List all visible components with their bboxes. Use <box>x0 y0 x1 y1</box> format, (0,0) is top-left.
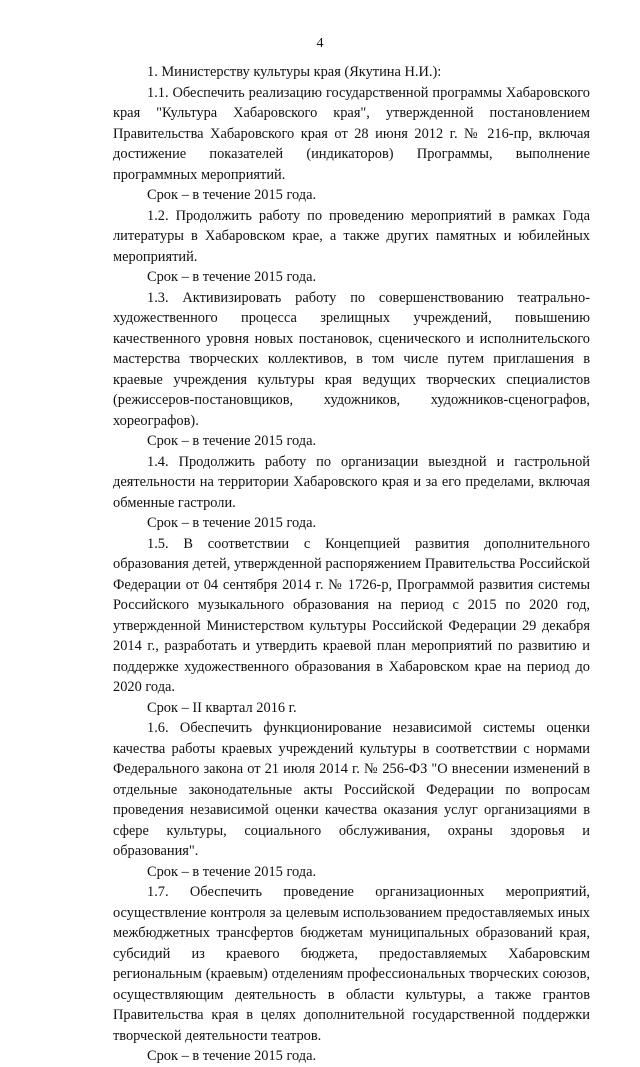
item-1-3-deadline: Срок – в течение 2015 года. <box>147 433 317 449</box>
item-1-2-text: 1.2. Продолжить работу по проведению мероприятий в рамках Года литературы в Хабаровском крае, а также других памятных и юбилейных мероприятий. <box>113 207 590 265</box>
item-1-5-deadline: Срок – II квартал 2016 г. <box>147 699 297 716</box>
page-number: 4 <box>316 36 324 51</box>
document-body <box>113 62 590 1067</box>
item-1-5-text: 1.5. В соответствии с Концепцией развития дополнительного образования детей, утвержденной распоряжением Правительства Российской Федерации от 04 сентября 2014 г. № 1726-р, Программой развития системы Российского музыкального образования на период с 2015 по 2020 год, утвержденной Министерством культуры Российской Федерации 29 декабря 2014 г., разработать и утвердить краевой план мероприятий по развитию и поддержке художественного образования в Хабаровском крае на период до 2020 года. <box>113 535 590 695</box>
item-1-1-deadline: Срок – в течение 2015 года. <box>147 187 317 203</box>
item-1-6-text: 1.6. Обеспечить функционирование независимой системы оценки качества работы краевых учреждений культуры в соответствии с нормами Федерального закона от 21 июля 2014 г. № 256-ФЗ "О внесении изменений в отдельные законодательные акты Российской Федерации по вопросам проведения независимой оценки качества оказания услуг организациями в сфере культуры, социального обслуживания, охраны здоровья и образования". <box>113 720 590 859</box>
item-1-2-deadline: Срок – в течение 2015 года. <box>147 269 317 285</box>
item-1-7-text: 1.7. Обеспечить проведение организационных мероприятий, осуществление контроля за целевым использованием предоставляемых иных межбюджетных трансфертов бюджетам муниципальных образований края, субсидий из краевого бюджета, предоставляемых Хабаровским региональным (краевым) отделениям профессиональных творческих союзов, осуществляющим деятельность в области культуры, а также грантов Правительства края в целях дополнительной государственной поддержки творческой деятельности театров. <box>113 884 590 1044</box>
item-1-6-deadline: Срок – в течение 2015 года. <box>147 863 317 880</box>
item-1-4-text: 1.4. Продолжить работу по организации выездной и гастрольной деятельности на территории Хабаровского края и за его пределами, включая обменные гастроли. <box>113 453 590 511</box>
item-1-7-deadline: Срок – в течение 2015 года. <box>147 1048 317 1064</box>
section-heading: 1. Министерству культуры края (Якутина Н.И.): <box>147 64 442 80</box>
item-1-4-deadline: Срок – в течение 2015 года. <box>147 515 317 531</box>
item-1-1-text: 1.1. Обеспечить реализацию государственной программы Хабаровского края "Культура Хабаровского края", утвержденной постановлением Правительства Хабаровского края от 28 июня 2012 г. № 216-пр, включая достижение показателей (индикаторов) Программы, выполнение программных мероприятий. <box>113 84 590 183</box>
item-1-3-text: 1.3. Активизировать работу по совершенствованию театрально-художественного процесса зрелищных учреждений, повышению качественного уровня новых постановок, сценического и исполнительского мастерства творческих коллективов, в том числе путем приглашения в краевые учреждения культуры края ведущих творческих специалистов (режиссеров-постановщиков, художников, художников-сценографов, хореографов). <box>113 289 590 429</box>
